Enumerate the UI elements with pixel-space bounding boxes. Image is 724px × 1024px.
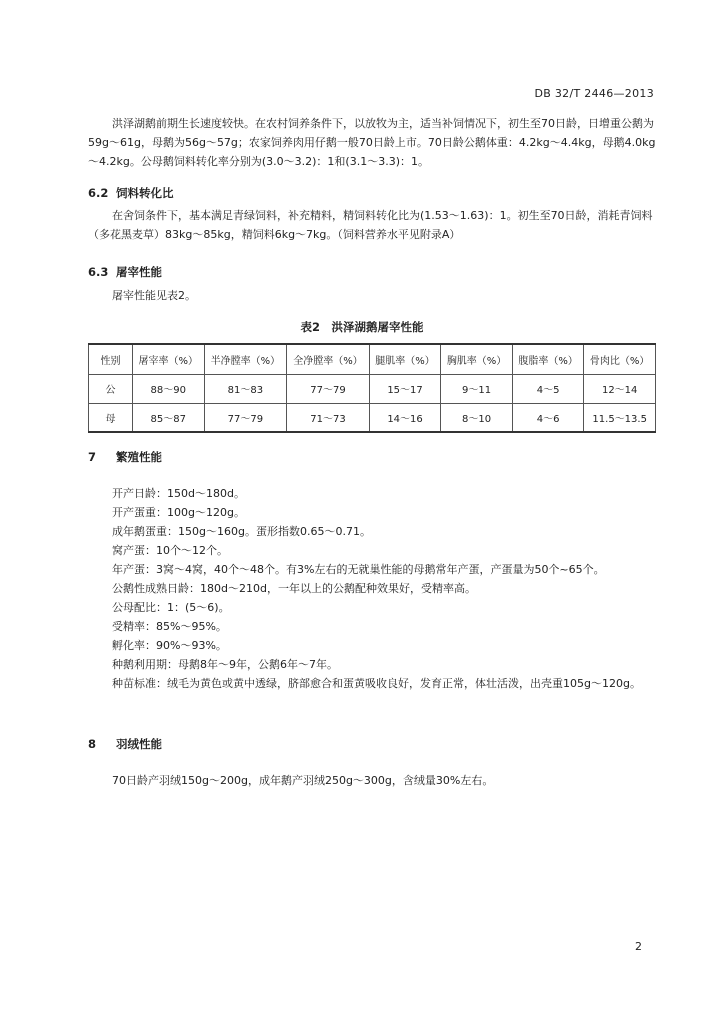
section-6-2-heading <box>88 185 174 201</box>
table-cell: 81～83 <box>204 374 287 403</box>
table-cell: 11.5～13.5 <box>584 403 656 432</box>
table-header-cell: 性别 <box>89 344 133 374</box>
table-cell: 9～11 <box>441 374 513 403</box>
section-title: 羽绒性能 <box>116 737 162 751</box>
table-cell: 4～6 <box>512 403 584 432</box>
table-cell: 12～14 <box>584 374 656 403</box>
section-7-heading <box>88 449 162 465</box>
section-number: 7 <box>88 450 97 464</box>
section-8-paragraph: 70日龄产羽绒150g～200g，成年鹅产羽绒250g～300g，含绒量30%左右。 <box>112 774 494 787</box>
table-caption: 表2 洪泽湖鹅屠宰性能 <box>300 320 424 334</box>
list-item: 种鹅利用期：母鹅8年～9年，公鹅6年～7年。 <box>112 658 338 671</box>
table-header-cell: 胸肌率（%） <box>441 344 513 374</box>
document-code: DB 32/T 2446—2013 <box>534 87 654 100</box>
table-cell: 公 <box>89 374 133 403</box>
list-item: 窝产蛋：10个～12个。 <box>112 544 228 557</box>
section-number: 8 <box>88 737 97 751</box>
table-cell: 母 <box>89 403 133 432</box>
table-cell: 4～5 <box>512 374 584 403</box>
table-header-row <box>89 344 656 374</box>
section-6-2-paragraph: 在舍饲条件下，基本满足青绿饲料，补充精料，精饲料转化比为(1.53～1.63)：1。初生至70日龄，消耗青饲料（多花黑麦草）83kg～85kg，精饲料6kg～7kg。（饲料营养水平见附录A） <box>88 209 653 241</box>
table-cell: 15～17 <box>369 374 441 403</box>
section-number: 6.3 <box>88 265 109 279</box>
list-item: 公鹅性成熟日龄：180d～210d，一年以上的公鹅配种效果好，受精率高。 <box>112 582 476 595</box>
table-header-cell: 全净膛率（%） <box>287 344 370 374</box>
section-title: 饲料转化比 <box>116 186 174 200</box>
list-item: 种苗标准：绒毛为黄色或黄中透绿，脐部愈合和蛋黄吸收良好，发育正常，体壮活泼，出壳重105g～120g。 <box>112 677 641 690</box>
table-header-cell: 腿肌率（%） <box>369 344 441 374</box>
table-cell: 88～90 <box>133 374 205 403</box>
list-item: 受精率：85%～95%。 <box>112 620 227 633</box>
list-item: 开产蛋重：100g～120g。 <box>112 506 245 519</box>
section-title: 屠宰性能 <box>116 265 162 279</box>
section-6-3-heading <box>88 264 162 280</box>
list-item: 成年鹅蛋重：150g～160g。蛋形指数0.65～0.71。 <box>112 525 371 538</box>
section-8-heading <box>88 736 162 752</box>
section-title: 繁殖性能 <box>116 450 162 464</box>
page-number: 2 <box>635 940 642 953</box>
list-item: 开产日龄：150d～180d。 <box>112 487 245 500</box>
table-row <box>89 374 656 403</box>
intro-paragraph: 洪泽湖鹅前期生长速度较快。在农村饲养条件下，以放牧为主，适当补饲情况下，初生至70日龄，日增重公鹅为59g～61g，母鹅为56g～57g；农家饲养肉用仔鹅一般70日龄上市。70日龄公鹅体重：4.2kg～4.4kg，母鹅4.0kg～4.2kg。公母鹅饲料转化率分别为(3.0～3.2)：1和(3.1～3.3)：1。 <box>88 117 656 168</box>
table-cell: 14～16 <box>369 403 441 432</box>
list-item: 公母配比：1：(5～6)。 <box>112 601 230 614</box>
table-cell: 71～73 <box>287 403 370 432</box>
table-cell: 77～79 <box>204 403 287 432</box>
table-cell: 85～87 <box>133 403 205 432</box>
table-row <box>89 403 656 432</box>
list-item: 孵化率：90%～93%。 <box>112 639 227 652</box>
table-header-cell: 骨肉比（%） <box>584 344 656 374</box>
table-cell: 77～79 <box>287 374 370 403</box>
table-header-cell: 屠宰率（%） <box>133 344 205 374</box>
section-6-3-paragraph: 屠宰性能见表2。 <box>112 289 196 302</box>
table-cell: 8～10 <box>441 403 513 432</box>
section-number: 6.2 <box>88 186 109 200</box>
table-header-cell: 半净膛率（%） <box>204 344 287 374</box>
table-header-cell: 腹脂率（%） <box>512 344 584 374</box>
slaughter-performance-table <box>88 343 656 433</box>
list-item: 年产蛋：3窝～4窝，40个～48个。有3%左右的无就巢性能的母鹅常年产蛋，产蛋量为50个~65个。 <box>112 563 605 576</box>
